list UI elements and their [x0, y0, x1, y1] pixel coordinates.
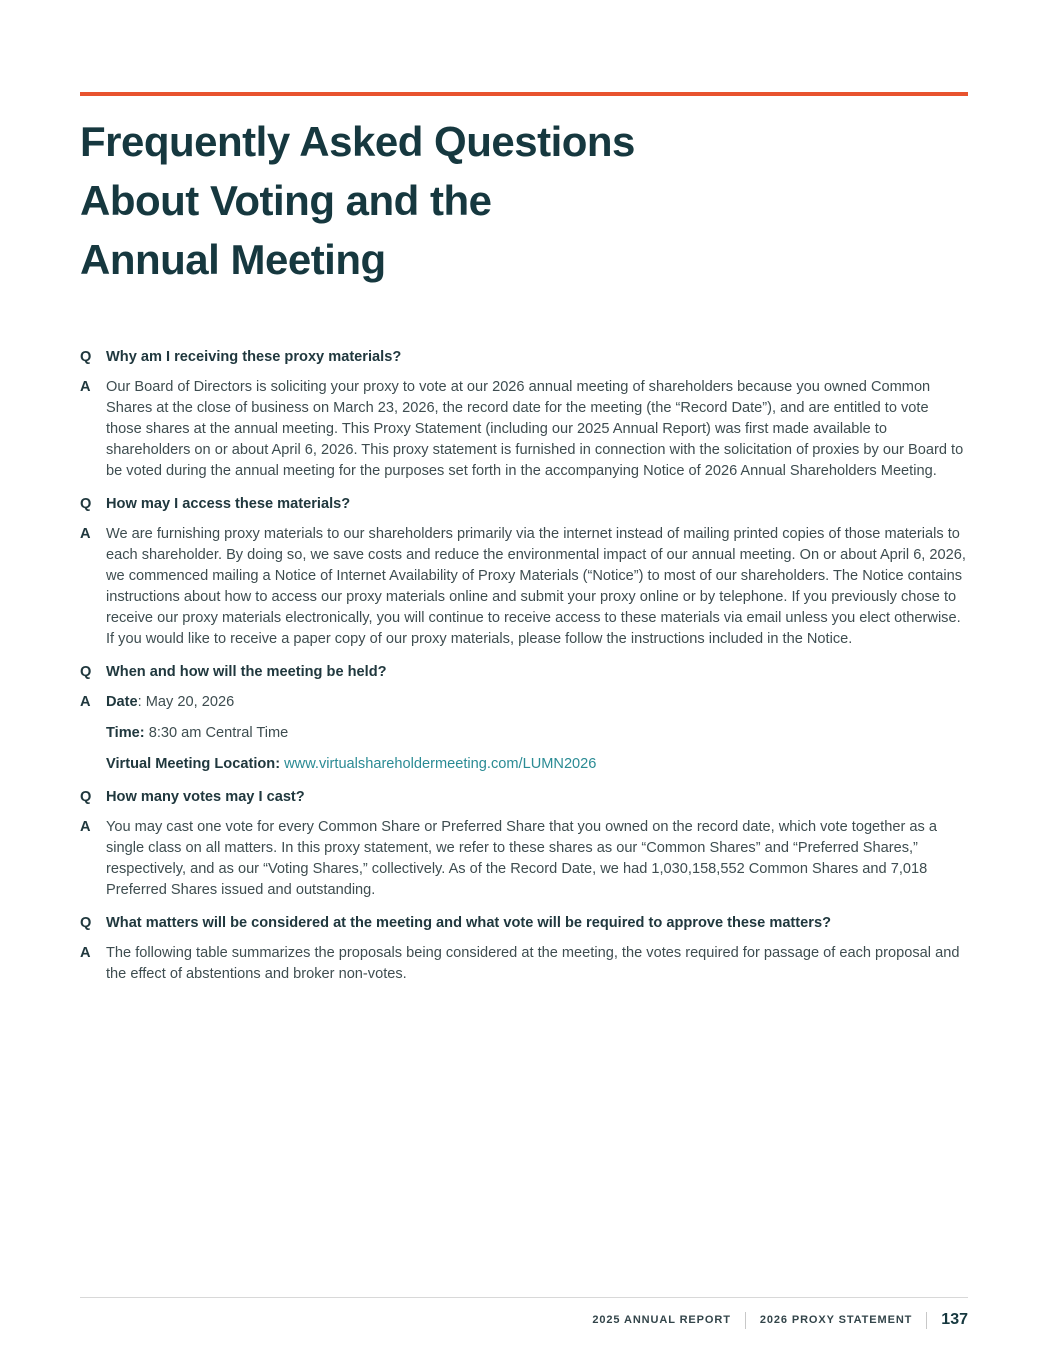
- answer-row: [80, 524, 968, 650]
- answer-marker: A: [80, 379, 91, 395]
- question-marker: Q: [80, 789, 92, 805]
- answer-marker: A: [80, 819, 91, 835]
- question-marker: Q: [80, 915, 92, 931]
- question-row: [80, 913, 968, 934]
- faq-section: [80, 347, 968, 985]
- meeting-date-label: Date: [106, 694, 138, 710]
- question-marker: Q: [80, 496, 92, 512]
- question-text: Why am I receiving these proxy materials?: [106, 349, 402, 365]
- meeting-location-line: [106, 754, 968, 775]
- faq-item: [80, 494, 968, 650]
- answer-row: [80, 943, 968, 985]
- question-marker: Q: [80, 349, 92, 365]
- faq-item: [80, 662, 968, 775]
- meeting-date-line: [106, 692, 968, 713]
- title-accent-rule: [80, 92, 968, 96]
- answer-row: [80, 692, 968, 775]
- footer-divider: [926, 1312, 927, 1329]
- meeting-date-value: : May 20, 2026: [137, 694, 235, 710]
- answer-text: The following table summarizes the proposals being considered at the meeting, the votes required for passage of each proposal and the effect of abstentions and broker non-votes.: [106, 945, 960, 982]
- answer-text: [106, 692, 968, 775]
- answer-marker: A: [80, 694, 91, 710]
- question-row: [80, 662, 968, 683]
- answer-text: You may cast one vote for every Common Share or Preferred Share that you owned on the record date, which vote together as a single class on all matters. In this proxy statement, we refer to these shares as our “Common Shares” and “Preferred Shares,” respectively, and as our “Voting Shares,” collectively. As of the Record Date, we had 1,030,158,552 Common Shares and 7,018 Preferred Shares issued and outstanding.: [106, 819, 937, 898]
- footer-proxy-statement: 2026 PROXY STATEMENT: [759, 1314, 913, 1326]
- question-text: What matters will be considered at the meeting and what vote will be required to approve these matters?: [106, 915, 831, 931]
- footer-annual-report: 2025 ANNUAL REPORT: [592, 1314, 731, 1326]
- page-title-line-3: Annual Meeting: [80, 236, 386, 283]
- faq-item: [80, 787, 968, 901]
- answer-row: [80, 377, 968, 482]
- page-footer: [80, 1297, 968, 1329]
- faq-item: [80, 913, 968, 985]
- question-row: [80, 787, 968, 808]
- question-text: When and how will the meeting be held?: [106, 664, 387, 680]
- meeting-url-link[interactable]: www.virtualshareholdermeeting.com/LUMN2026: [284, 756, 597, 772]
- question-text: How may I access these materials?: [106, 496, 351, 512]
- answer-text: We are furnishing proxy materials to our shareholders primarily via the internet instead of mailing printed copies of those materials to each shareholder. By doing so, we save costs and reduce the environmental impact of our annual meeting. On or about April 6, 2026, we commenced mailing a Notice of Internet Availability of Proxy Materials (“Notice”) to most of our shareholders. The Notice contains instructions about how to access our proxy materials online and submit your proxy online or by telephone. If you previously chose to receive our proxy materials electronically, you will continue to receive access to these materials via email unless you elect otherwise. If you would like to receive a paper copy of our proxy materials, please follow the instructions included in the Notice.: [106, 526, 966, 647]
- faq-item: [80, 347, 968, 482]
- meeting-time-line: [106, 723, 968, 744]
- page-title-line-1: Frequently Asked Questions: [80, 118, 635, 165]
- meeting-time-label: Time:: [106, 725, 145, 741]
- answer-marker: A: [80, 945, 91, 961]
- footer-divider: [745, 1312, 746, 1329]
- question-marker: Q: [80, 664, 92, 680]
- page-title: [80, 112, 968, 289]
- answer-text: Our Board of Directors is soliciting your proxy to vote at our 2026 annual meeting of shareholders because you owned Common Shares at the close of business on March 23, 2026, the record date for the meeting (the “Record Date”), and are entitled to vote those shares at the annual meeting. This Proxy Statement (including our 2025 Annual Report) was first made available to shareholders on or about April 6, 2026. This proxy statement is furnished in connection with the solicitation of proxies by our Board to be voted during the annual meeting for the purposes set forth in the accompanying Notice of 2026 Annual Shareholders Meeting.: [106, 379, 964, 479]
- page-title-line-2: About Voting and the: [80, 177, 492, 224]
- question-text: How many votes may I cast?: [106, 789, 305, 805]
- answer-marker: A: [80, 526, 91, 542]
- meeting-location-label: Virtual Meeting Location:: [106, 756, 281, 772]
- footer-page-number: 137: [941, 1311, 968, 1328]
- question-row: [80, 347, 968, 368]
- answer-row: [80, 817, 968, 901]
- question-row: [80, 494, 968, 515]
- meeting-time-value: 8:30 am Central Time: [144, 725, 289, 741]
